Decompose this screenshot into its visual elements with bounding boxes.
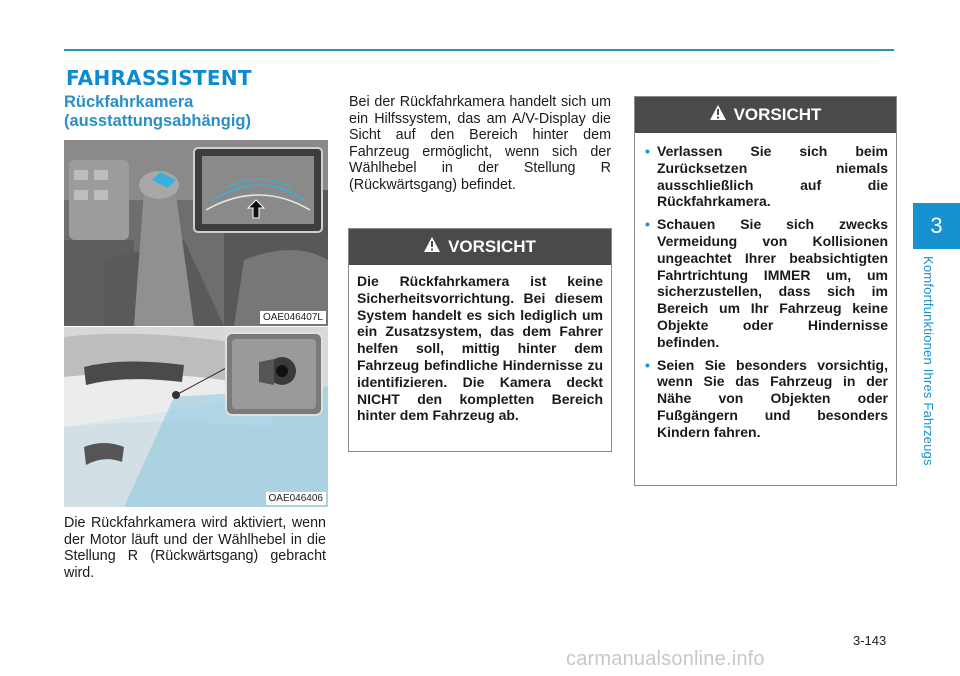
list-item: • Verlassen Sie sich beim Zurücksetzen niemals ausschließlich auf die Rückfahrkamera.	[645, 143, 888, 210]
figure-label: OAE046406	[266, 492, 327, 505]
warning-triangle-icon	[424, 237, 440, 257]
description-paragraph: Bei der Rückfahrkamera handelt sich um ein Hilfssystem, das am A/V-Display die Sicht auf den Bereich hinter dem Fahrzeug ermöglicht, wenn sich der Wählhebel in der Stellung R (Rückwärtsgang) befindet.	[349, 94, 611, 193]
gear-shifter-figure	[64, 140, 328, 326]
caution-heading: VORSICHT	[733, 105, 822, 124]
section-title: FAHRASSISTENT	[66, 66, 252, 90]
list-item: • Schauen Sie sich zwecks Vermeidung von Kollisionen ungeachtet Ihrer beabsichtigten Fahrtrichtung IMMER um, um sicherzustellen, dass sich im Bereich um Ihr Fahrzeug keine Objekte oder Hindernisse befinden.	[645, 216, 888, 350]
watermark: carmanualsonline.info	[566, 648, 765, 670]
rear-camera-car-image	[64, 327, 328, 507]
caution-box-2	[634, 96, 897, 486]
chapter-number-tab: 3	[913, 203, 960, 249]
figure-label: OAE046407L	[260, 311, 326, 324]
caution-header	[349, 229, 611, 265]
page-number: 3-143	[853, 633, 887, 648]
rear-camera-figure	[64, 327, 328, 507]
caution-header	[635, 97, 896, 133]
top-divider	[64, 49, 894, 51]
sub-title: Rückfahrkamera (ausstattungsabhängig)	[64, 93, 252, 130]
list-item: • Seien Sie besonders vorsichtig, wenn Sie das Fahrzeug in der Nähe von Objekten oder Fußgängern und besonders Kindern fahren.	[645, 356, 888, 440]
caution-text: Die Rückfahrkamera ist keine Sicherheitsvorrichtung. Bei diesem System handelt es sich lediglich um ein Zusatzsystem, das dem Fahrer helfen soll, mittig hinter dem Fahrzeug befindliche Hindernisse zu identifizieren. Die Kamera deckt NICHT den kompletten Bereich hinter dem Fahrzeug ab.	[357, 273, 603, 424]
bullet-icon: •	[645, 216, 650, 233]
bullet-icon: •	[645, 356, 650, 373]
bullet-icon: •	[645, 143, 650, 159]
activation-paragraph: Die Rückfahrkamera wird aktiviert, wenn der Motor läuft und der Wählhebel in die Stellung R (Rückwärtsgang) gebracht wird.	[64, 515, 326, 581]
caution-box-1	[348, 228, 612, 452]
caution-heading: VORSICHT	[448, 237, 536, 256]
caution-list	[635, 133, 896, 441]
warning-triangle-icon	[710, 105, 726, 125]
chapter-title: Komfortfunktionen Ihres Fahrzeugs	[921, 256, 936, 466]
gear-shifter-camera-display-image	[64, 140, 328, 326]
